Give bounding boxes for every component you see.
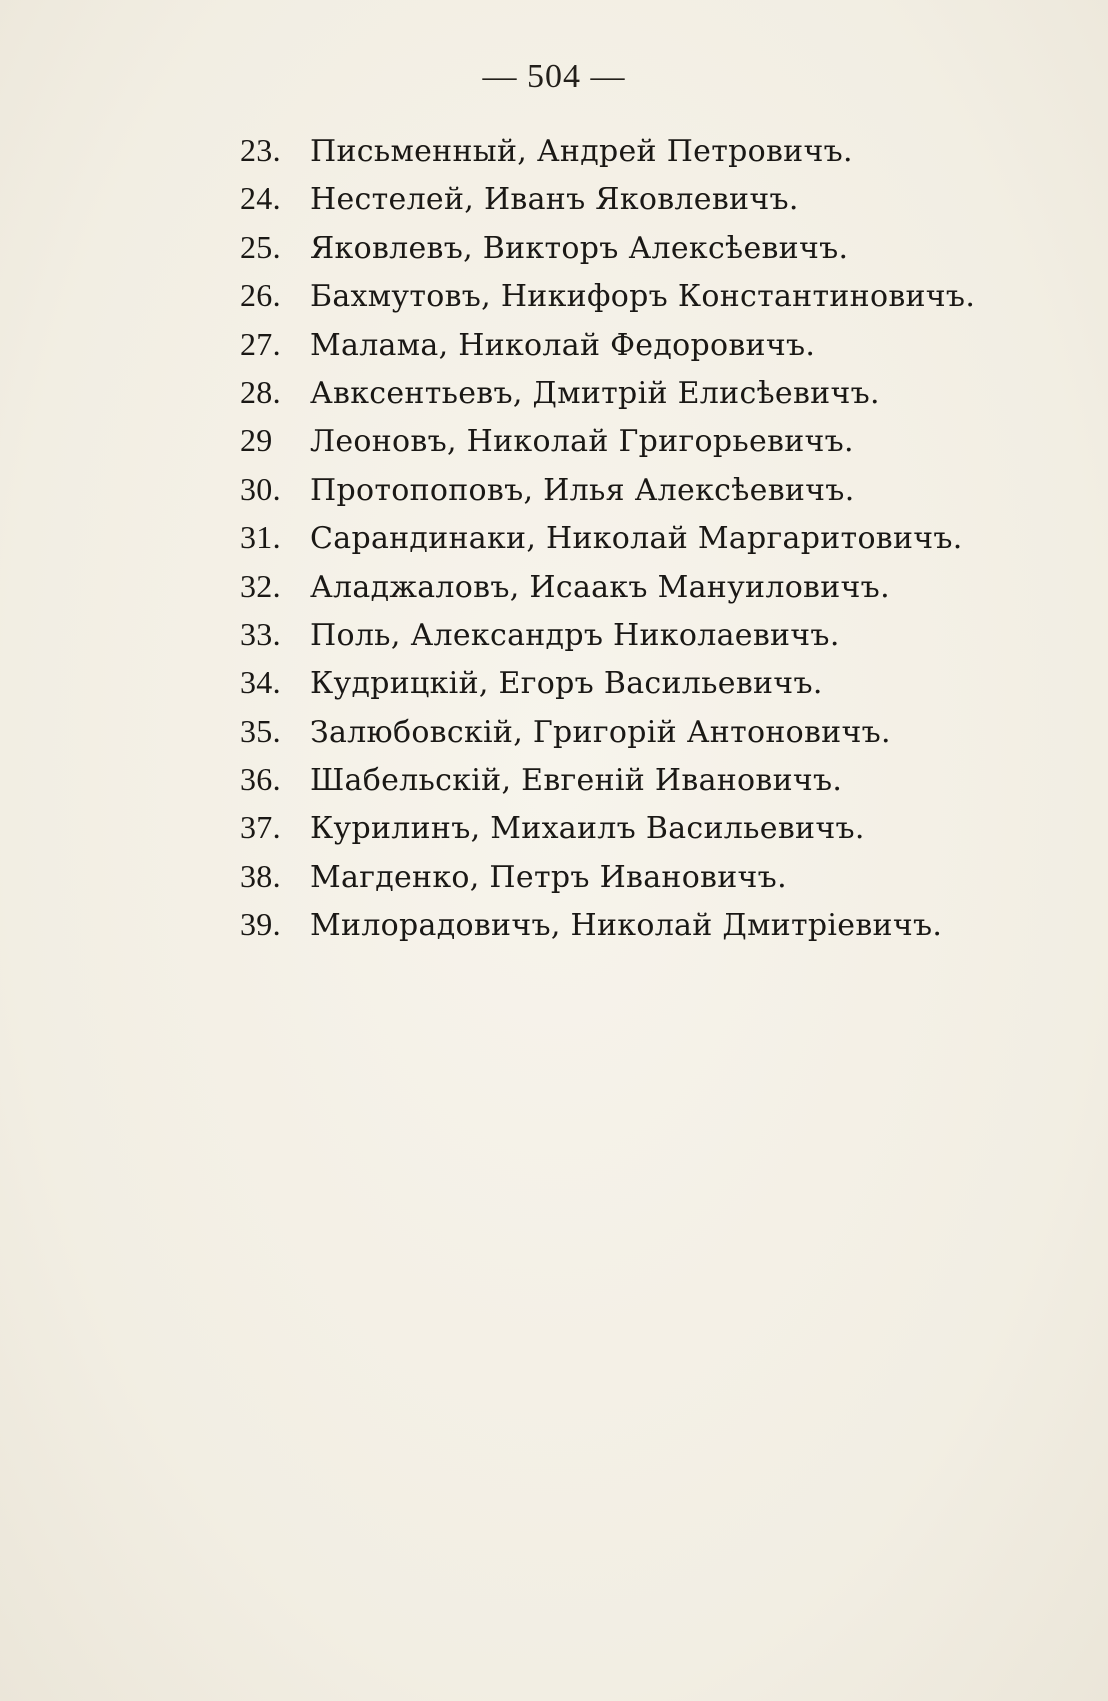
page-number: — 504 — (482, 58, 626, 95)
entry-number: 23. (240, 132, 281, 168)
entry-number: 30. (240, 470, 281, 507)
entry-name: Протопоповъ, Илья Алексѣевичъ. (310, 472, 855, 508)
list-item (240, 277, 1060, 325)
list-item (240, 713, 1060, 761)
entry-name: Курилинъ, Михаилъ Васильевичъ. (310, 811, 865, 847)
entry-name: Бахмутовъ, Никифоръ Константиновичъ. (310, 279, 976, 315)
entry-name: Малама, Николай Федоровичъ. (310, 327, 816, 363)
entry-number: 26. (240, 277, 281, 314)
list-item (240, 132, 1060, 180)
entry-name: Яковлевъ, Викторъ Алексѣевичъ. (310, 230, 849, 266)
list-item (240, 374, 1060, 422)
entry-number: 37. (240, 809, 281, 846)
entry-name: Сарандинаки, Николай Маргаритовичъ. (310, 521, 963, 557)
entry-number: 35. (240, 712, 281, 749)
entry-name: Аладжаловъ, Исаакъ Мануиловичъ. (310, 569, 890, 605)
list-item (240, 809, 1060, 857)
entry-number: 29 (240, 422, 273, 459)
list-item (240, 616, 1060, 664)
entry-number: 39. (240, 906, 281, 943)
list-item (240, 568, 1060, 616)
entry-name: Авксентьевъ, Дмитрій Елисѣевичъ. (310, 375, 880, 411)
entry-number: 36. (240, 761, 281, 798)
entry-name: Милорадовичъ, Николай Дмитріевичъ. (310, 908, 943, 944)
entry-number: 31. (240, 519, 281, 556)
entry-name: Леоновъ, Николай Григорьевичъ. (310, 424, 854, 460)
list-item (240, 326, 1060, 374)
entry-number: 27. (240, 325, 281, 362)
entry-number: 32. (240, 567, 281, 604)
entry-name: Залюбовскій, Григорій Антоновичъ. (310, 714, 891, 750)
list-item (240, 761, 1060, 809)
entry-name: Магденко, Петръ Ивановичъ. (310, 859, 787, 895)
list-item (240, 519, 1060, 567)
entry-name: Письменный, Андрей Петровичъ. (310, 134, 853, 169)
entry-number: 34. (240, 664, 281, 701)
list-item (240, 664, 1060, 712)
list-item (240, 471, 1060, 519)
list-item (240, 906, 1060, 954)
list-item (240, 422, 1060, 470)
entry-number: 28. (240, 373, 281, 410)
name-list (240, 132, 1060, 955)
entry-number: 24. (240, 180, 281, 217)
entry-number: 25. (240, 228, 281, 265)
entry-name: Нестелей, Иванъ Яковлевичъ. (310, 182, 799, 218)
list-item (240, 229, 1060, 277)
list-item (240, 180, 1060, 228)
entry-name: Кудрицкій, Егоръ Васильевичъ. (310, 666, 823, 702)
entry-name: Шабельскій, Евгеній Ивановичъ. (310, 763, 843, 799)
entry-name: Поль, Александръ Николаевичъ. (310, 617, 840, 653)
entry-number: 38. (240, 857, 281, 894)
list-item (240, 858, 1060, 906)
entry-number: 33. (240, 615, 281, 652)
